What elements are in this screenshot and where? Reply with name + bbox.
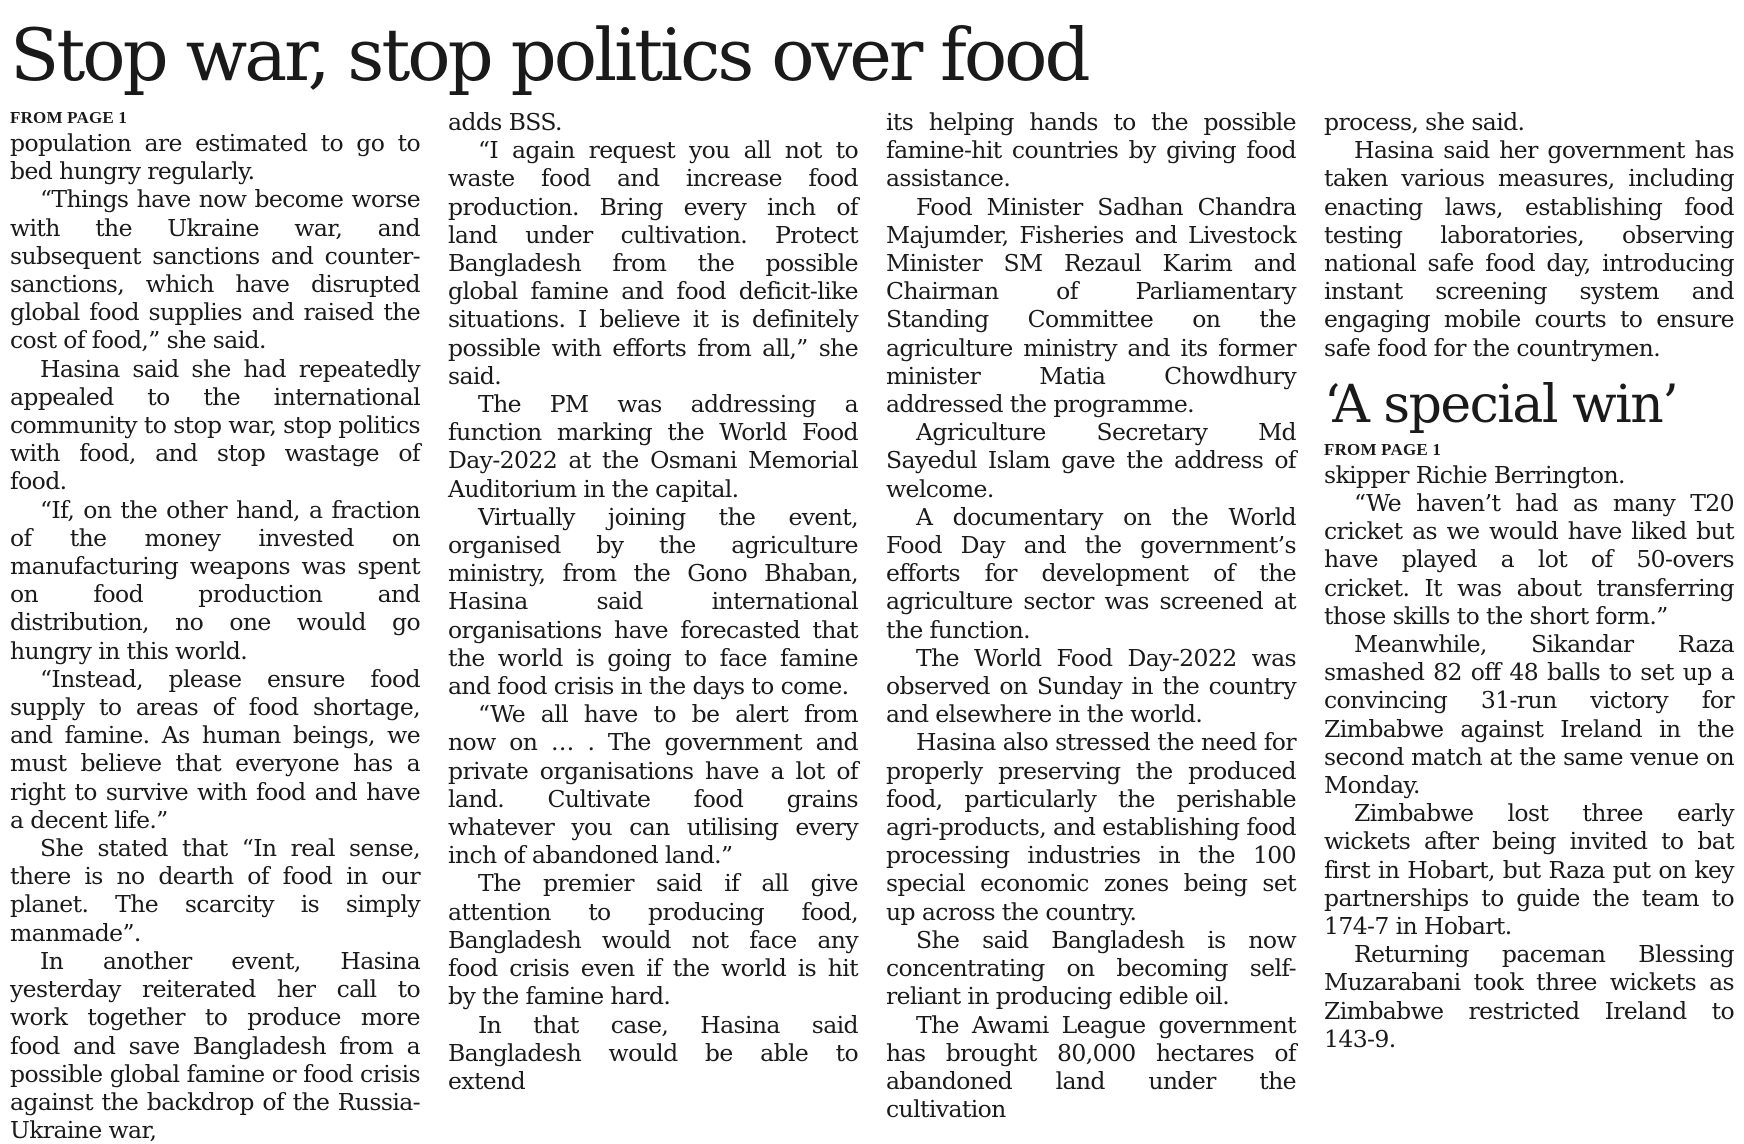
paragraph: “Things have now become worse with the Ukraine war, and subsequent sanctions and counter-sanctions, which have disrupted global food supplies and raised the cost of food,” she said. [10,185,420,355]
paragraph: “Instead, please ensure food supply to areas of food shortage, and famine. As human beings, we must believe that everyone has a right to survive with food and have a decent life.” [10,664,420,834]
paragraph: She said Bangladesh is now concentrating on becoming self-reliant in producing edible oil. [886,925,1296,1011]
paragraph: The PM was addressing a function marking the World Food Day-2022 at the Osmani Memorial Auditorium in the capital. [448,390,858,503]
column-1 [10,108,420,1144]
paragraph: “We all have to be alert from now on … . The government and private organisations have a lot of land. Cultivate food grains whatever you can utilising every inch of abandoned land.” [448,700,858,870]
paragraph: “We haven’t had as many T20 cricket as we would have liked but have played a lot of 50-overs cricket. It was about transferring those skills to the short form.” [1324,489,1734,630]
paragraph: Returning paceman Blessing Muzarabani took three wickets as Zimbabwe restricted Ireland to 143-9. [1324,940,1734,1053]
column-3 [886,108,1296,1144]
paragraph: Zimbabwe lost three early wickets after being invited to bat first in Hobart, but Raza put on key partnerships to guide the team to 174-7 in Hobart. [1324,799,1734,941]
paragraph: In that case, Hasina said Bangladesh would be able to extend [448,1010,858,1095]
paragraph: its helping hands to the possible famine-hit countries by giving food assistance. [886,108,1296,193]
paragraph: adds BSS. [448,108,562,136]
paragraph: “I again request you all not to waste food and increase food production. Bring every inch of land under cultivation. Protect Bangladesh from the possible global famine and food deficit-like situations. I believe it is definitely possible with efforts from all,” she said. [448,136,858,390]
paragraph: The Awami League government has brought 80,000 hectares of abandoned land under the cultivation [886,1010,1296,1124]
article-headline: Stop war, stop politics over food [10,13,1088,97]
continuation-kicker: FROM PAGE 1 [1324,439,1442,459]
paragraph: process, she said. [1324,108,1525,136]
paragraph: She stated that “In real sense, there is no dearth of food in our planet. The scarcity is simply manmade”. [10,834,420,947]
paragraph: Hasina said her government has taken various measures, including enacting laws, establishing food testing laboratories, observing national safe food day, introducing instant screening system and engaging mobile courts to ensure safe food for the countrymen. [1324,136,1734,362]
paragraph: Meanwhile, Sikandar Raza smashed 82 off 48 balls to set up a convincing 31-run victory for Zimbabwe against Ireland in the second match at the same venue on Monday. [1324,630,1734,800]
paragraph: “If, on the other hand, a fraction of the money invested on manufacturing weapons was spent on food production and distribution, no one would go hungry in this world. [10,495,420,665]
continuation-kicker: FROM PAGE 1 [10,108,128,127]
article2-headline: ‘A special win’ [1324,374,1678,435]
paragraph: Agriculture Secretary Md Sayedul Islam gave the address of welcome. [886,418,1296,503]
paragraph: Virtually joining the event, organised by the agriculture ministry, from the Gono Bhaban, Hasina said international organisations have forecasted that the world is going to face famine and food crisis in the days to come. [448,502,858,701]
paragraph: population are estimated to go to bed hungry regularly. [10,129,420,186]
paragraph: Hasina also stressed the need for properly preserving the produced food, particularly the perishable agri-products, and establishing food processing industries in the 100 special economic zones being set up across the country. [886,728,1296,926]
paragraph: The premier said if all give attention to producing food, Bangladesh would not face any food crisis even if the world is hit by the famine hard. [448,869,858,1011]
article-columns [10,108,1734,1144]
column-2 [448,108,858,1144]
column-4 [1324,108,1734,1144]
paragraph: The World Food Day-2022 was observed on Sunday in the country and elsewhere in the world. [886,643,1296,729]
paragraph: A documentary on the World Food Day and the government’s efforts for development of the agriculture sector was screened at the function. [886,502,1296,644]
paragraph: Food Minister Sadhan Chandra Majumder, Fisheries and Livestock Minister SM Rezaul Karim and Chairman of Parliamentary Standing Committee on the agriculture ministry and its former minister Matia Chowdhury addressed the programme. [886,192,1296,419]
paragraph: skipper Richie Berrington. [1324,460,1625,489]
paragraph: Hasina said she had repeatedly appealed to the international community to stop war, stop politics with food, and stop wastage of food. [10,354,420,496]
paragraph: In another event, Hasina yesterday reiterated her call to work together to produce more food and save Bangladesh from a possible global famine or food crisis against the backdrop of the Russia-Ukraine war, [10,946,420,1144]
